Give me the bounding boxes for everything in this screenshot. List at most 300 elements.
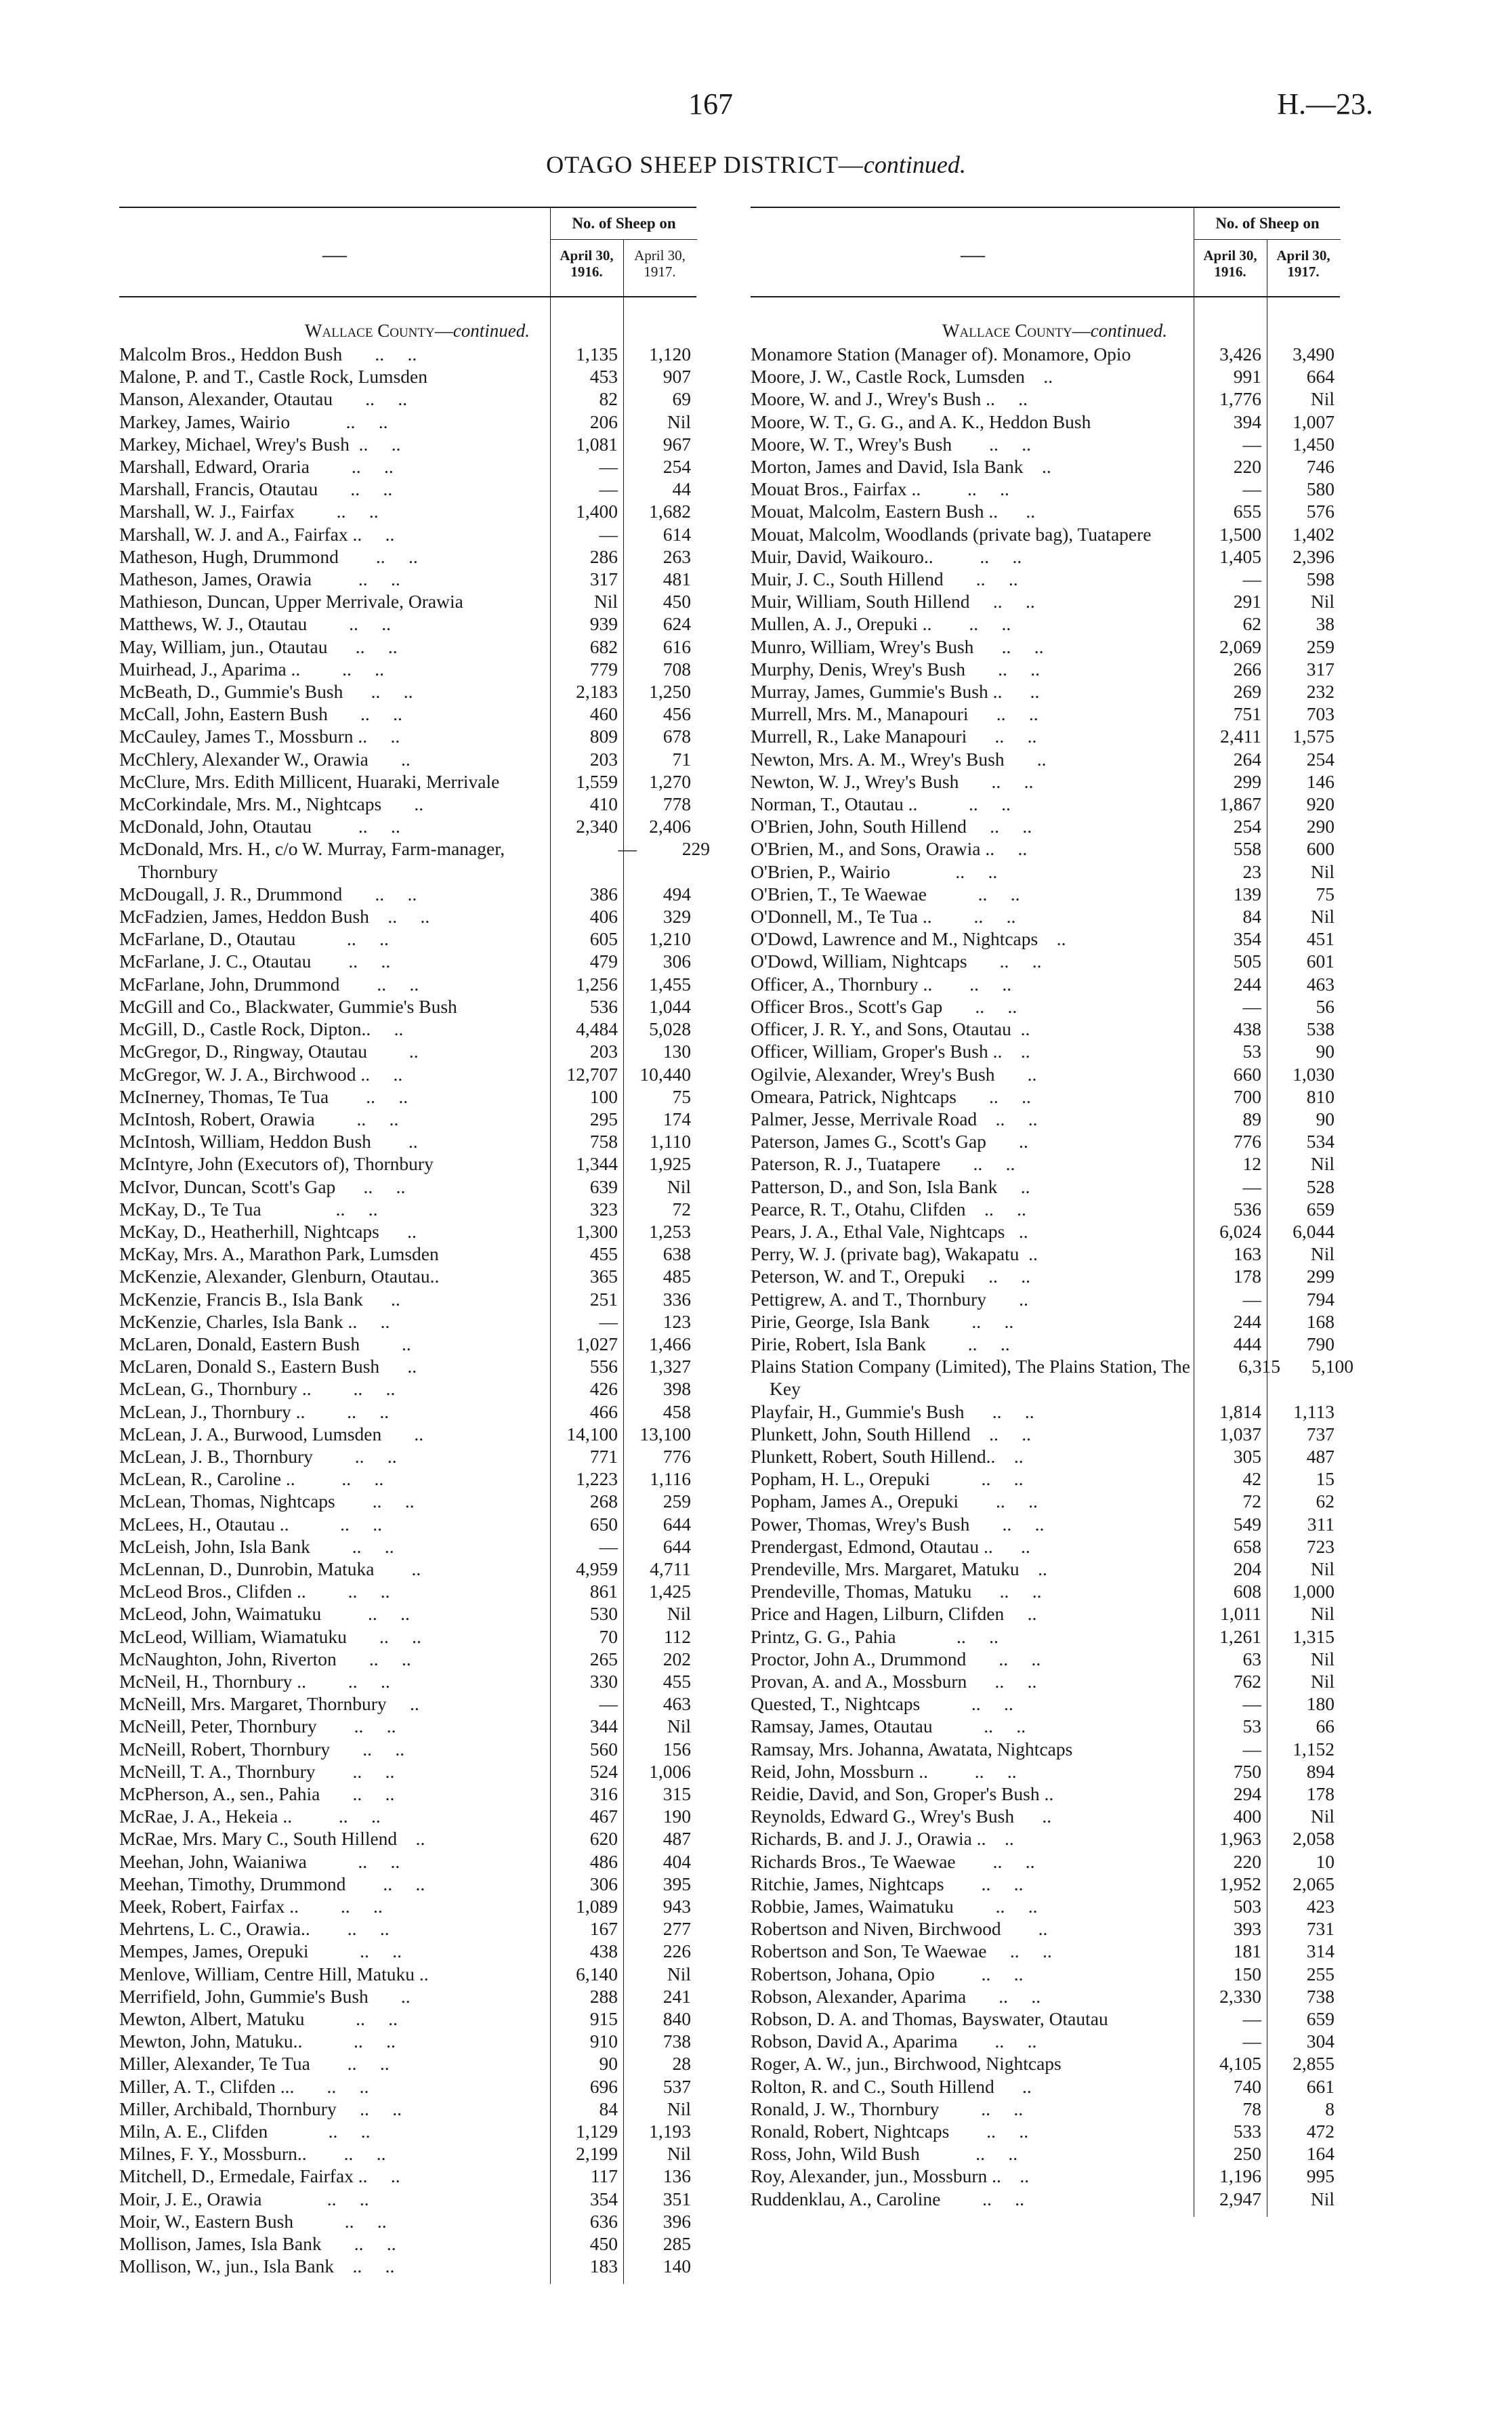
holder-name: McRae, J. A., Hekeia .. .. ..: [119, 1806, 381, 1827]
sheep-1916: 455: [589, 1243, 618, 1265]
holder-name: McDonald, John, Otautau .. ..: [119, 816, 400, 837]
holder-name: Ronald, J. W., Thornbury .. ..: [751, 2098, 1024, 2119]
sheep-1916: 467: [589, 1806, 618, 1827]
sheep-1916: 1,776: [1219, 388, 1261, 410]
table-row: [119, 1018, 715, 1040]
holder-name: O'Donnell, M., Te Tua .. .. ..: [751, 906, 1016, 928]
holder-name: Mollison, James, Isla Bank .. ..: [119, 2233, 396, 2255]
holder-name: McKenzie, Alexander, Glenburn, Otautau..: [119, 1266, 440, 1287]
holder-name: McFarlane, John, Drummond .. ..: [119, 973, 419, 995]
sheep-1917: 1,450: [1293, 433, 1335, 455]
holder-name: Power, Thomas, Wrey's Bush .. ..: [751, 1513, 1045, 1535]
holder-name: Markey, Michael, Wrey's Bush .. ..: [119, 433, 401, 455]
table-row: [751, 1535, 1359, 1558]
table-row: [751, 2142, 1359, 2165]
sheep-1917: 190: [663, 1806, 691, 1827]
sheep-1917: 703: [1306, 703, 1335, 725]
holder-name: O'Dowd, William, Nightcaps .. ..: [751, 951, 1042, 972]
holder-name: Peterson, W. and T., Orepuki .. ..: [751, 1266, 1030, 1287]
holder-name: Pirie, Robert, Isla Bank .. ..: [751, 1333, 1010, 1354]
table-row: [751, 1692, 1359, 1715]
holder-name: Ritchie, James, Nightcaps .. ..: [751, 1873, 1024, 1894]
table-row: [751, 1468, 1359, 1490]
table-row: [119, 1895, 715, 1917]
table-row: [119, 636, 715, 658]
sheep-1917: 1,270: [649, 770, 691, 792]
sheep-1917: 1,116: [650, 1468, 691, 1490]
sheep-1917: 112: [663, 1625, 691, 1647]
holder-name: Richards, B. and J. J., Orawia .. ..: [751, 1828, 1014, 1850]
table-row: [751, 636, 1359, 658]
sheep-1916: 939: [589, 613, 618, 635]
holder-name: Meehan, Timothy, Drummond .. ..: [119, 1873, 425, 1894]
table-row: [751, 1580, 1359, 1602]
left-sheep-table: [119, 207, 715, 2277]
holder-name: McNeill, Robert, Thornbury .. ..: [119, 1738, 405, 1760]
right-header-1916-date: April 30,: [1203, 247, 1257, 264]
sheep-1916: 751: [1233, 703, 1261, 725]
sheep-1916: 2,183: [576, 681, 618, 703]
sheep-1916: 556: [589, 1356, 618, 1377]
sheep-1917: 336: [663, 1288, 691, 1310]
holder-name: Muir, David, Waikouro.. .. ..: [751, 545, 1022, 567]
sheep-1916: 354: [589, 2188, 618, 2209]
table-row: [751, 1445, 1359, 1468]
right-name-column-header: —: [961, 241, 985, 268]
table-row: [119, 1917, 715, 1940]
table-row: [119, 905, 715, 928]
sheep-1917: 6,044: [1293, 1220, 1335, 1242]
sheep-1917: 534: [1306, 1131, 1335, 1152]
sheep-1917: 398: [663, 1378, 691, 1400]
holder-name: May, William, jun., Otautau .. ..: [119, 636, 398, 657]
sheep-1917: Nil: [1310, 1603, 1335, 1625]
sheep-1916: 78: [1242, 2098, 1261, 2119]
sheep-1917: 810: [1306, 1085, 1335, 1107]
sheep-1916: 82: [599, 388, 618, 410]
table-row: [119, 1760, 715, 1783]
sheep-1917: Nil: [667, 411, 691, 432]
table-row: [119, 1445, 715, 1468]
table-row: [119, 2052, 715, 2075]
holder-name: McNaughton, John, Riverton .. ..: [119, 1648, 411, 1669]
holder-name: O'Brien, P., Wairio .. ..: [751, 860, 998, 882]
sheep-1917: 4,711: [650, 1558, 691, 1579]
sheep-1916: —: [1242, 1288, 1261, 1310]
sheep-1917: 259: [1306, 636, 1335, 657]
table-row: [119, 2120, 715, 2142]
left-header-1916: [553, 247, 621, 280]
sheep-1916: 244: [1233, 1310, 1261, 1332]
sheep-1916: —: [1242, 568, 1261, 590]
table-row: [119, 1558, 715, 1580]
table-row: [751, 1423, 1359, 1445]
table-row: [119, 1176, 715, 1198]
table-row: [751, 1715, 1359, 1737]
sheep-1917: 90: [1316, 1041, 1335, 1062]
sheep-1916: 1,344: [576, 1153, 618, 1175]
sheep-1917: 1,120: [649, 344, 691, 365]
holder-name: Muir, J. C., South Hillend .. ..: [751, 568, 1018, 590]
table-row: [751, 725, 1359, 747]
sheep-1916: 163: [1233, 1243, 1261, 1265]
holder-name: Mouat, Malcolm, Eastern Bush .. ..: [751, 501, 1036, 522]
table-row: [751, 1176, 1359, 1198]
table-row: [119, 1513, 715, 1535]
sheep-1917: 790: [1306, 1333, 1335, 1354]
holder-name: McNeill, Mrs. Margaret, Thornbury ..: [119, 1693, 419, 1715]
sheep-1916: 6,140: [576, 1963, 618, 1984]
sheep-1917: 995: [1306, 2165, 1335, 2187]
right-sheep-table: [751, 207, 1359, 2210]
sheep-1916: 750: [1233, 1760, 1261, 1782]
sheep-1916: 206: [589, 411, 618, 432]
sheep-1917: 1,044: [649, 995, 691, 1017]
table-row: [751, 1288, 1359, 1310]
holder-name: McClure, Mrs. Edith Millicent, Huaraki, Merrivale: [119, 770, 500, 792]
sheep-1916: 150: [1233, 1963, 1261, 1984]
sheep-1916: 42: [1242, 1468, 1261, 1490]
table-row: [751, 1310, 1359, 1333]
sheep-1916: 84: [1242, 906, 1261, 928]
sheep-1917: 451: [1306, 928, 1335, 950]
sheep-1917: Nil: [1310, 388, 1335, 410]
holder-name: Ogilvie, Alexander, Wrey's Bush ..: [751, 1063, 1037, 1085]
table-row: [751, 433, 1359, 455]
sheep-1917: 2,855: [1293, 2053, 1335, 2075]
sheep-1916: 6,315: [1238, 1356, 1280, 1377]
holder-name: Printz, G. G., Pahia .. ..: [751, 1625, 999, 1647]
table-row: [751, 1265, 1359, 1287]
sheep-1917: 450: [663, 591, 691, 612]
holder-name: Roger, A. W., jun., Birchwood, Nightcaps: [751, 2053, 1062, 2075]
table-row: [119, 1400, 715, 1423]
table-row: [751, 2030, 1359, 2052]
holder-name: Mathieson, Duncan, Upper Merrivale, Orawia: [119, 591, 463, 612]
sheep-1916: 682: [589, 636, 618, 657]
sheep-1916: 4,484: [576, 1018, 618, 1040]
sheep-1916: 386: [589, 883, 618, 904]
sheep-1916: 915: [589, 2008, 618, 2030]
table-row: [119, 2008, 715, 2030]
table-row: [119, 680, 715, 703]
holder-name: Rolton, R. and C., South Hillend ..: [751, 2075, 1032, 2097]
table-row: [751, 1152, 1359, 1175]
sheep-1916: 1,037: [1219, 1423, 1261, 1444]
sheep-1917: Nil: [1310, 860, 1335, 882]
table-row: [751, 2188, 1359, 2210]
sheep-1917: Nil: [1310, 591, 1335, 612]
holder-name: Paterson, James G., Scott's Gap ..: [751, 1131, 1028, 1152]
sheep-1916: 288: [589, 1985, 618, 2007]
sheep-1917: 5,100: [1311, 1356, 1353, 1377]
sheep-1916: 524: [589, 1760, 618, 1782]
sheep-1916: 536: [1233, 1198, 1261, 1220]
holder-name: Reid, John, Mossburn .. .. ..: [751, 1760, 1017, 1782]
holder-name: Malcolm Bros., Heddon Bush .. ..: [119, 344, 417, 365]
table-row: [751, 770, 1359, 793]
table-row: [119, 928, 715, 950]
table-row: [119, 1333, 715, 1355]
sheep-1917: 481: [663, 568, 691, 590]
table-row: [119, 433, 715, 455]
sheep-1917: 314: [1306, 1940, 1335, 1962]
table-row: [751, 1625, 1359, 1648]
table-row: [119, 1625, 715, 1648]
sheep-1917: 967: [663, 433, 691, 455]
table-row: [751, 995, 1359, 1018]
holder-name: McLean, Thomas, Nightcaps .. ..: [119, 1491, 415, 1512]
holder-name: McKay, Mrs. A., Marathon Park, Lumsden: [119, 1243, 439, 1265]
sheep-1917: 229: [681, 838, 710, 860]
sheep-1916: 1,089: [576, 1896, 618, 1917]
sheep-1917: 1,253: [649, 1220, 691, 1242]
sheep-1916: 294: [1233, 1783, 1261, 1804]
table-row: [751, 388, 1359, 410]
sheep-1916: 762: [1233, 1670, 1261, 1692]
sheep-1916: 117: [590, 2165, 618, 2187]
left-table-body: [119, 297, 715, 2277]
sheep-1917: 395: [663, 1873, 691, 1894]
table-row: [119, 411, 715, 433]
table-row: [119, 1648, 715, 1670]
sheep-1917: 907: [663, 366, 691, 388]
sheep-1916: 6,024: [1219, 1220, 1261, 1242]
sheep-1917: 487: [663, 1828, 691, 1850]
holder-name: Plunkett, Robert, South Hillend.. ..: [751, 1445, 1024, 1467]
table-row: [119, 1085, 715, 1108]
table-row: [751, 1400, 1359, 1423]
sheep-1916: 269: [1233, 681, 1261, 703]
holder-name: McKay, D., Te Tua .. ..: [119, 1198, 378, 1220]
holder-name: McCorkindale, Mrs. M., Nightcaps ..: [119, 793, 424, 815]
table-row: [119, 478, 715, 500]
sheep-1916: 393: [1233, 1918, 1261, 1940]
right-county-heading: [751, 297, 1359, 343]
sheep-1917: 156: [663, 1738, 691, 1760]
sheep-1916: 100: [589, 1085, 618, 1107]
holder-name: McIntosh, Robert, Orawia .. ..: [119, 1108, 399, 1129]
sheep-1916: 410: [589, 793, 618, 815]
sheep-1916: 139: [1233, 883, 1261, 904]
table-row: [751, 680, 1359, 703]
sheep-1917: 306: [663, 951, 691, 972]
holder-name: Robertson, Johana, Opio .. ..: [751, 1963, 1024, 1984]
sheep-1916: 1,500: [1219, 523, 1261, 545]
table-row: [751, 523, 1359, 545]
sheep-1916: 299: [1233, 770, 1261, 792]
holder-name: Mewton, Albert, Matuku .. ..: [119, 2008, 398, 2030]
district-title: [0, 150, 1512, 179]
table-row: [119, 1355, 715, 1377]
table-row: [751, 1805, 1359, 1827]
holder-name: Merrifield, John, Gummie's Bush ..: [119, 1985, 411, 2007]
table-row: [751, 815, 1359, 837]
sheep-1916: —: [1242, 2031, 1261, 2052]
sheep-1917: 538: [1306, 1018, 1335, 1040]
holder-name: Mitchell, D., Ermedale, Fairfax .. ..: [119, 2165, 400, 2187]
holder-name: Ramsay, James, Otautau .. ..: [751, 1715, 1026, 1737]
sheep-1917: 472: [1306, 2121, 1335, 2142]
holder-name: Omeara, Patrick, Nightcaps .. ..: [751, 1085, 1031, 1107]
table-row: [119, 1490, 715, 1512]
table-row: [119, 1152, 715, 1175]
table-row: [751, 905, 1359, 928]
sheep-1916: 4,105: [1219, 2053, 1261, 2075]
holder-name: Price and Hagen, Lilburn, Clifden ..: [751, 1603, 1037, 1625]
holder-name: Paterson, R. J., Tuatapere .. ..: [751, 1153, 1015, 1175]
table-row: [751, 1760, 1359, 1783]
sheep-1917: Nil: [1310, 1806, 1335, 1827]
sheep-1917: 485: [663, 1266, 691, 1287]
holder-name: Malone, P. and T., Castle Rock, Lumsden: [119, 366, 427, 388]
holder-name: Matthews, W. J., Otautau .. ..: [119, 613, 392, 635]
holder-name: Perry, W. J. (private bag), Wakapatu ..: [751, 1243, 1038, 1265]
sheep-1916: 344: [589, 1715, 618, 1737]
table-row: [119, 500, 715, 522]
table-row: [119, 1805, 715, 1827]
sheep-1917: 3,490: [1293, 344, 1335, 365]
holder-name: Marshall, W. J. and A., Fairfax .. ..: [119, 523, 395, 545]
left-county-name: Wallace County—: [305, 320, 453, 341]
sheep-1917: 351: [663, 2188, 691, 2209]
sheep-1916: 1,952: [1219, 1873, 1261, 1894]
table-row: [119, 973, 715, 995]
sheep-1917: 140: [663, 2255, 691, 2277]
holder-name: McGill and Co., Blackwater, Gummie's Bush: [119, 995, 457, 1017]
sheep-1917: 202: [663, 1648, 691, 1669]
sheep-1917: 259: [663, 1491, 691, 1512]
holder-name: Reynolds, Edward G., Wrey's Bush ..: [751, 1806, 1052, 1827]
holder-name: Officer, J. R. Y., and Sons, Otautau ..: [751, 1018, 1030, 1040]
holder-name: Plunkett, John, South Hillend .. ..: [751, 1423, 1032, 1444]
holder-name: Marshall, W. J., Fairfax .. ..: [119, 501, 379, 522]
table-row: [751, 590, 1359, 612]
table-row: [751, 1827, 1359, 1850]
sheep-1916: —: [618, 838, 637, 860]
sheep-1916: 1,261: [1219, 1625, 1261, 1647]
sheep-1916: 406: [589, 906, 618, 928]
sheep-1917: Nil: [1310, 1648, 1335, 1669]
table-row: [119, 1040, 715, 1062]
sheep-1917: 528: [1306, 1176, 1335, 1197]
right-county-name: Wallace County—: [942, 320, 1091, 341]
sheep-1917: 458: [663, 1400, 691, 1422]
holder-name: Morton, James and David, Isla Bank ..: [751, 456, 1051, 478]
sheep-1916: 62: [1242, 613, 1261, 635]
table-row: [119, 995, 715, 1018]
sheep-1916: 183: [589, 2255, 618, 2277]
holder-name: McGill, D., Castle Rock, Dipton.. ..: [119, 1018, 404, 1040]
table-row: [751, 1783, 1359, 1805]
table-row: [119, 725, 715, 747]
table-row: [751, 343, 1359, 365]
sheep-1917: 1,315: [1293, 1625, 1335, 1647]
sheep-1916: 636: [589, 2210, 618, 2232]
holder-name: McDonald, Mrs. H., c/o W. Murray, Farm-manager, Thornbury: [119, 838, 509, 882]
table-row: [119, 545, 715, 568]
sheep-1917: 644: [663, 1513, 691, 1535]
holder-name: Miller, A. T., Clifden ... .. ..: [119, 2075, 369, 2097]
table-row: [751, 1648, 1359, 1670]
sheep-1916: 266: [1233, 658, 1261, 680]
holder-name: Mollison, W., jun., Isla Bank .. ..: [119, 2255, 395, 2277]
holder-name: Robson, David A., Aparima .. ..: [751, 2031, 1037, 2052]
table-row: [119, 1535, 715, 1558]
left-header-1917-date: April 30,: [634, 247, 686, 264]
table-row: [119, 2255, 715, 2277]
sheep-1916: 268: [589, 1491, 618, 1512]
holder-name: Robbie, James, Waimatuku .. ..: [751, 1896, 1038, 1917]
holder-name: Moore, W. T., G. G., and A. K., Heddon Bush: [751, 411, 1091, 432]
sheep-1917: 638: [663, 1243, 691, 1265]
sheep-1916: 265: [589, 1648, 618, 1669]
sheep-1917: 10,440: [639, 1063, 691, 1085]
sheep-1916: 220: [1233, 1850, 1261, 1872]
sheep-1916: 2,340: [576, 816, 618, 837]
sheep-1917: 299: [1306, 1266, 1335, 1287]
table-row: [751, 1198, 1359, 1220]
sheep-1917: Nil: [1310, 1243, 1335, 1265]
sheep-1916: 14,100: [566, 1423, 618, 1444]
holder-name: Marshall, Edward, Oraria .. ..: [119, 456, 394, 478]
sheep-1916: 503: [1233, 1896, 1261, 1917]
sheep-1916: 316: [589, 1783, 618, 1804]
holder-name: McLean, J. B., Thornbury .. ..: [119, 1445, 397, 1467]
sheep-1916: 2,947: [1219, 2188, 1261, 2209]
table-row: [119, 1670, 715, 1692]
sheep-1917: 616: [663, 636, 691, 657]
table-row: [119, 388, 715, 410]
holder-name: Murrell, R., Lake Manapouri .. ..: [751, 726, 1037, 747]
table-row: [751, 950, 1359, 972]
sheep-1916: 1,223: [576, 1468, 618, 1490]
table-row: [751, 2165, 1359, 2187]
sheep-1916: 306: [589, 1873, 618, 1894]
holder-name: McNeill, T. A., Thornbury .. ..: [119, 1760, 395, 1782]
holder-name: Ross, John, Wild Bush .. ..: [751, 2143, 1018, 2165]
table-row: [119, 1198, 715, 1220]
sheep-1917: 180: [1306, 1693, 1335, 1715]
sheep-1916: 505: [1233, 951, 1261, 972]
sheep-1917: 317: [1306, 658, 1335, 680]
sheep-1916: 1,135: [576, 344, 618, 365]
sheep-1916: 244: [1233, 973, 1261, 995]
table-row: [119, 2098, 715, 2120]
holder-name: Mouat Bros., Fairfax .. .. ..: [751, 478, 1009, 500]
sheep-1917: 746: [1306, 456, 1335, 478]
sheep-1916: 758: [589, 1131, 618, 1152]
sheep-1917: 537: [663, 2075, 691, 2097]
table-row: [119, 883, 715, 905]
left-county-heading: [119, 297, 715, 343]
sheep-1917: 678: [663, 726, 691, 747]
sheep-1916: 12: [1242, 1153, 1261, 1175]
table-row: [751, 1850, 1359, 1873]
sheep-1917: Nil: [1310, 1670, 1335, 1692]
holder-name: Richards Bros., Te Waewae .. ..: [751, 1850, 1035, 1872]
sheep-1916: 264: [1233, 748, 1261, 770]
sheep-1917: 5,028: [649, 1018, 691, 1040]
table-row: [119, 2142, 715, 2165]
table-row: [119, 770, 715, 793]
table-row: [751, 545, 1359, 568]
holder-name: McChlery, Alexander W., Orawia ..: [119, 748, 411, 770]
table-row: [751, 883, 1359, 905]
sheep-1916: 4,959: [576, 1558, 618, 1579]
sheep-1917: 56: [1316, 995, 1335, 1017]
left-name-column-header: —: [322, 241, 347, 268]
